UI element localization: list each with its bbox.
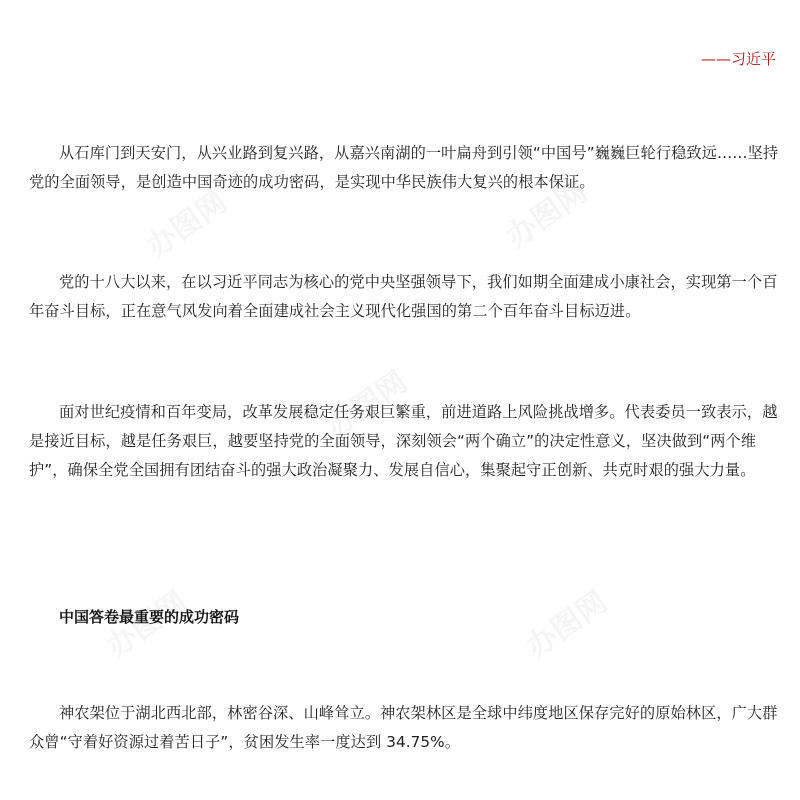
paragraph-3: 面对世纪疫情和百年变局，改革发展稳定任务艰巨繁重，前进道路上风险挑战增多。代表委员一致表示，越是接近目标，越是任务艰巨，越要坚持党的全面领导，深刻领会“两个确立”的决定性意义，坚决做到“两个维护”，确保全党全国拥有团结奋斗的强大政治凝聚力、发展自信心，集聚起守正创新、共克时艰的强大力量。 <box>29 403 778 479</box>
quote-attribution: ——习近平 <box>700 50 776 68</box>
paragraph-1: 从石库门到天安门，从兴业路到复兴路，从嘉兴南湖的一叶扁舟到引领“中国号”巍巍巨轮行稳致远……坚持党的全面领导，是创造中国奇迹的成功密码，是实现中华民族伟大复兴的根本保证。 <box>29 144 779 191</box>
watermark <box>516 578 615 666</box>
paragraph-2: 党的十八大以来，在以习近平同志为核心的党中央坚强领导下，我们如期全面建成小康社会，实现第一个百年奋斗目标，正在意气风发向着全面建成社会主义现代化强国的第二个百年奋斗目标迈进。 <box>29 273 778 320</box>
section-heading: 中国答卷最重要的成功密码 <box>59 608 240 626</box>
paragraph-4: 神农架位于湖北西北部，林密谷深、山峰耸立。神农架林区是全球中纬度地区保存完好的原始林区，广大群众曾“守着好资源过着苦日子”，贫困发生率一度达到 34.75%。 <box>29 704 778 751</box>
